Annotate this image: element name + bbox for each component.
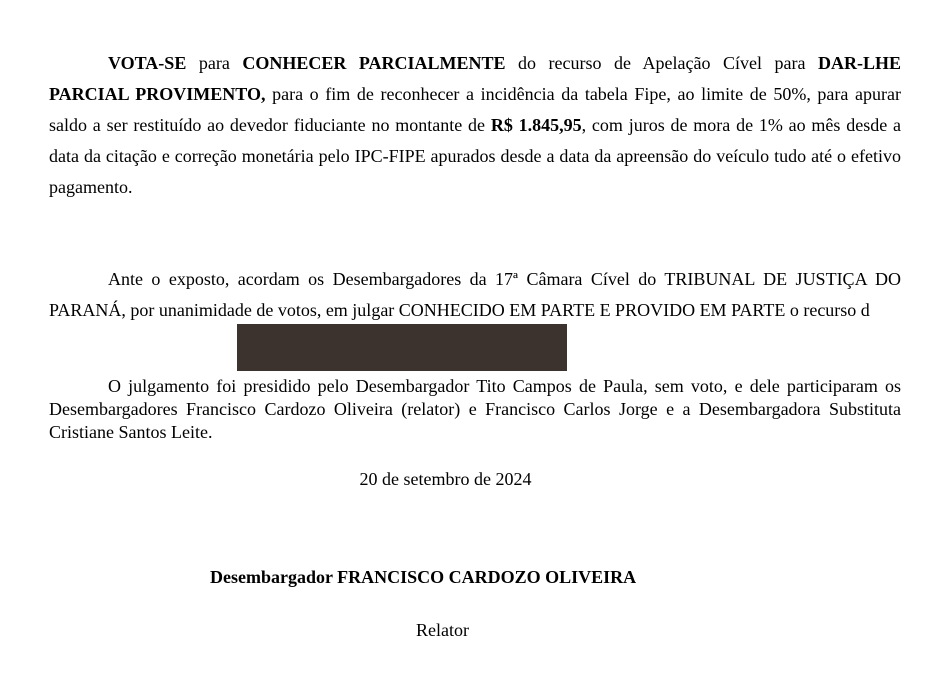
vote-text-2: do recurso de Apelação Cível para: [505, 53, 818, 73]
vote-keyword: VOTA-SE: [108, 53, 187, 73]
conhecer-keyword: CONHECER PARCIALMENTE: [242, 53, 506, 73]
vote-paragraph: [49, 48, 901, 203]
judgment-text: O julgamento foi presidido pelo Desembargador Tito Campos de Paula, sem voto, e dele participaram os Desembargadores Francisco Cardozo Oliveira (relator) e Francisco Carlos Jorge e a Desembargadora Substituta Cristiane Santos Leite.: [49, 376, 901, 442]
signer-role: Relator: [416, 620, 469, 640]
decision-paragraph: [49, 264, 901, 326]
signer-name: Desembargador FRANCISCO CARDOZO OLIVEIRA: [210, 567, 637, 587]
restitution-amount: R$ 1.845,95: [490, 115, 582, 135]
vote-text-3: para o fim de reconhecer a incidência da tabela Fipe, ao limite de 50%, para apurar saldo a ser restituído ao devedor fiduciante no montante de: [49, 84, 901, 135]
redaction-block: [237, 324, 567, 371]
decision-text: Ante o exposto, acordam os Desembargadores da 17ª Câmara Cível do TRIBUNAL DE JUSTIÇA DO PARANÁ, por unanimidade de votos, em julgar CONHECIDO EM PARTE E PROVIDO EM PARTE o recurso d: [49, 269, 901, 320]
judgment-paragraph: [49, 375, 901, 444]
provimento-keyword: DAR-LHE PARCIAL PROVIMENTO,: [49, 53, 901, 104]
document-date: 20 de setembro de 2024: [359, 469, 532, 489]
vote-text-1: para: [186, 53, 243, 73]
vote-text-4: , com juros de mora de 1% ao mês desde a data da citação e correção monetária pelo IPC-FIPE apurados desde a data da apreensão do veículo tudo até o efetivo pagamento.: [49, 115, 901, 197]
